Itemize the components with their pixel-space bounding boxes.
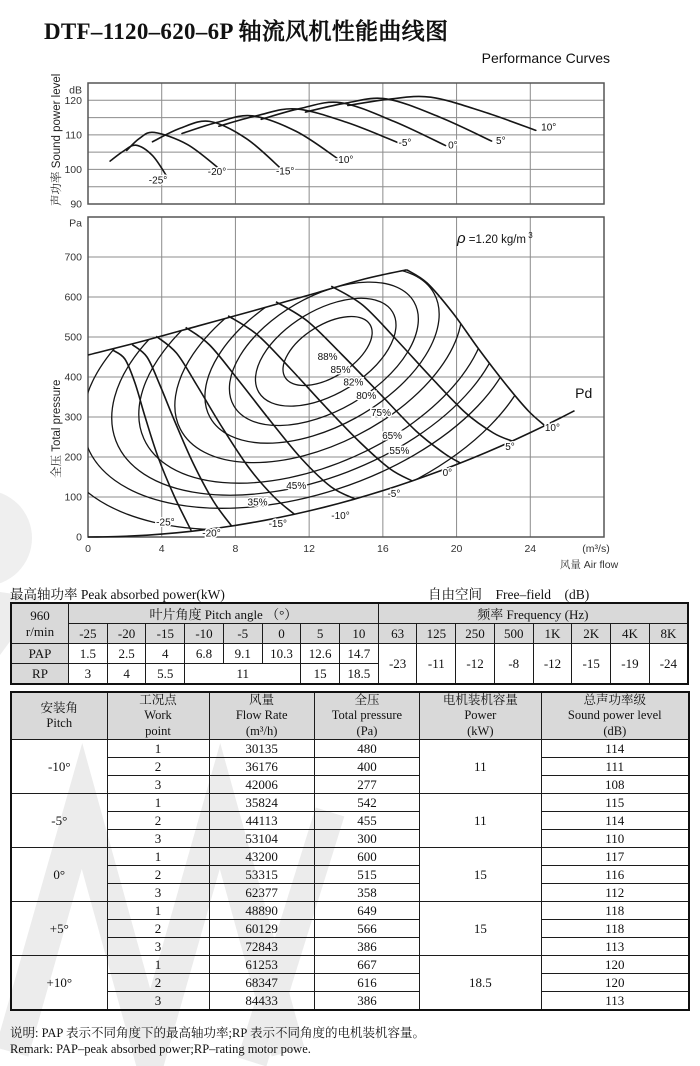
data-row [11,794,689,812]
noise-y-tick: 110 [65,129,82,142]
pitch-col-header: 5 [301,624,340,644]
sound-power-level-cell: 116 [541,866,689,884]
work-point-cell: 3 [107,776,209,794]
frequency-col-header: 4K [611,624,650,644]
frequency-col-header: 8K [649,624,688,644]
motor-power-cell: 15 [420,848,541,902]
efficiency-label: 55% [389,446,410,457]
flow-rate-cell: 53315 [209,866,314,884]
peak-power-frequency-table [10,602,689,685]
free-field-caption: 自由空间 Free–field (dB) [428,587,590,602]
data-row [11,866,689,884]
main-table-header: 总声功率级 Sound power level (dB) [541,692,689,740]
pressure-y-tick: 600 [64,291,82,304]
flow-rate-cell: 48890 [209,902,314,920]
total-pressure-cell: 649 [314,902,419,920]
data-row [11,830,689,848]
noise-curve-label: -15° [275,166,295,178]
free-field-correction-value: -19 [611,644,650,685]
sound-power-level-cell: 113 [541,938,689,956]
pressure-y-tick: 0 [76,531,82,544]
efficiency-label: 65% [382,431,403,443]
noise-y-tick: 100 [64,163,82,176]
noise-curve--25° [110,145,167,177]
flow-rate-cell: 30135 [209,740,314,758]
pitch-col-header: -20 [107,624,146,644]
air-density-note: ρ =1.20 kg/m $^3$ [457,230,533,247]
pitch-angle-cell: -5° [11,794,107,848]
pitch-angle-cell: -10° [11,740,107,794]
total-pressure-cell: 455 [314,812,419,830]
noise-curve-label: -20° [207,166,227,178]
work-point-cell: 3 [107,830,209,848]
flow-rate-cell: 68347 [209,974,314,992]
main-table-header: 全压 Total pressure (Pa) [314,692,419,740]
flow-x-axis-label: 风量 Air flow [559,559,619,571]
free-field-correction-value: -24 [649,644,688,685]
pitch-curve--20° [132,345,232,527]
flow-x-tick: 8 [232,543,239,555]
frequency-col-header: 1K [533,624,572,644]
watermark-blob [0,490,32,586]
pressure-flow-chart [40,211,640,573]
pitch-angle-label: 10° [544,423,560,435]
pitch-angle-label: -20° [202,528,221,540]
footnote-english: Remark: PAP–peak absorbed power;RP–rating motor powe. [10,1042,311,1056]
flow-rate-cell: 53104 [209,830,314,848]
sound-power-level-cell: 120 [541,956,689,974]
flow-x-tick: 0 [85,543,91,555]
pap-value: 1.5 [69,644,108,664]
sound-power-level-cell: 118 [541,902,689,920]
total-pressure-cell: 542 [314,794,419,812]
pitch-col-header: -25 [69,624,108,644]
sound-power-level-cell: 118 [541,920,689,938]
rp-value: 5.5 [146,664,185,685]
noise-curves [110,96,536,177]
total-pressure-cell: 386 [314,938,419,956]
pitch-angle-cell: +5° [11,902,107,956]
flow-rate-cell: 60129 [209,920,314,938]
free-field-correction-value: -15 [572,644,611,685]
frequency-header: 频率 Frequency (Hz) [378,603,688,624]
flow-rate-cell: 42006 [209,776,314,794]
pitch-angle-label: -10° [331,510,350,522]
pitch-col-header: 0 [262,624,301,644]
data-row [11,974,689,992]
efficiency-label: 45% [286,480,307,492]
efficiency-label: 88% [317,352,338,363]
pitch-angle-label: 0° [442,468,453,479]
sound-power-level-cell: 111 [541,758,689,776]
main-table-header-row [11,692,689,740]
pitch-angle-label: -5° [387,488,401,500]
sound-power-level-cell: 120 [541,974,689,992]
rp-value: 3 [69,664,108,685]
sound-power-chart [40,77,640,213]
pitch-angle-label: -25° [156,517,175,529]
noise-y-tick: 90 [70,198,82,211]
efficiency-label: 82% [343,377,364,389]
flow-rate-cell: 43200 [209,848,314,866]
total-pressure-cell: 616 [314,974,419,992]
data-row [11,902,689,920]
frequency-col-header: 250 [456,624,495,644]
free-field-correction-value: -23 [378,644,417,685]
efficiency-label: 35% [247,497,268,509]
sound-power-axis-label: 声功率 Sound power level [51,73,63,206]
pressure-y-tick: 400 [64,371,82,384]
work-point-cell: 3 [107,992,209,1011]
total-pressure-cell: 277 [314,776,419,794]
motor-power-cell: 11 [420,740,541,794]
work-point-cell: 2 [107,758,209,776]
peak-power-caption: 最高轴功率 Peak absorbed power(kW) [10,587,225,602]
efficiency-contours [40,211,571,573]
rp-label: RP [11,664,69,685]
flow-rate-cell: 61253 [209,956,314,974]
sound-power-level-cell: 108 [541,776,689,794]
free-field-correction-value: -12 [533,644,572,685]
data-row [11,740,689,758]
sound-power-level-cell: 115 [541,794,689,812]
pitch-angle-header: 叶片角度 Pitch angle （°） [69,603,379,624]
pitch-col-header: -15 [146,624,185,644]
noise-curve-label: 10° [541,122,557,134]
total-pressure-cell: 400 [314,758,419,776]
data-row [11,920,689,938]
flow-x-tick: 24 [524,543,537,555]
work-point-cell: 1 [107,956,209,974]
flow-rate-cell: 72843 [209,938,314,956]
pd-label: Pd [575,384,593,401]
pressure-y-unit: Pa [69,217,82,230]
power-table-subheader-row [11,624,688,644]
pap-value: 9.1 [223,644,262,664]
flow-rate-cell: 44113 [209,812,314,830]
motor-power-cell: 15 [420,902,541,956]
pap-value: 10.3 [262,644,301,664]
sound-power-level-cell: 114 [541,812,689,830]
pitch-angle-cell: +10° [11,956,107,1011]
pap-label: PAP [11,644,69,664]
efficiency-label: 85% [330,364,351,376]
pitch-curve-10° [407,270,545,426]
sound-power-level-cell: 114 [541,740,689,758]
flow-rate-cell: 84433 [209,992,314,1011]
work-point-cell: 1 [107,848,209,866]
data-row [11,884,689,902]
rpm-cell: 960 r/min [11,603,69,644]
total-pressure-cell: 300 [314,830,419,848]
pitch-angle-label: 5° [505,442,515,453]
data-row [11,938,689,956]
efficiency-contour-35% [40,211,571,573]
pitch-col-header: -5 [223,624,262,644]
efficiency-label: 80% [356,391,377,403]
work-point-cell: 2 [107,812,209,830]
pap-row [11,644,688,664]
pitch-angle-cell: 0° [11,848,107,902]
pressure-y-tick: 200 [64,451,82,464]
total-pressure-cell: 480 [314,740,419,758]
work-point-cell: 1 [107,740,209,758]
pap-value: 6.8 [185,644,224,664]
noise-y-tick: 120 [64,94,82,107]
performance-curves-label: Performance Curves [481,50,610,66]
flow-x-tick: 20 [450,543,463,555]
pressure-y-tick: 700 [64,251,82,264]
sound-power-level-cell: 110 [541,830,689,848]
pap-value: 4 [146,644,185,664]
data-row [11,758,689,776]
pressure-y-tick: 300 [64,411,82,424]
free-field-correction-value: -12 [456,644,495,685]
noise-curve-label: 0° [448,140,458,152]
flow-rate-cell: 62377 [209,884,314,902]
data-row [11,812,689,830]
data-row [11,848,689,866]
flow-x-unit: (m³/s) [582,543,610,555]
total-pressure-cell: 600 [314,848,419,866]
work-point-cell: 2 [107,974,209,992]
frequency-col-header: 63 [378,624,417,644]
motor-power-cell: 18.5 [420,956,541,1011]
noise-curve-label: -5° [398,137,412,149]
efficiency-contour-55% [76,211,539,545]
pitch-col-header: 10 [340,624,379,644]
pap-value: 2.5 [107,644,146,664]
total-pressure-cell: 358 [314,884,419,902]
pitch-curve-5° [331,286,512,441]
sound-power-level-cell: 113 [541,992,689,1011]
pressure-y-tick: 100 [64,491,82,504]
pitch-col-header: -10 [185,624,224,644]
rp-value: 15 [301,664,340,685]
total-pressure-cell: 566 [314,920,419,938]
noise-curve--20° [127,132,219,168]
free-field-correction-value: -8 [494,644,533,685]
noise-curve-label: -10° [334,154,354,166]
total-pressure-cell: 515 [314,866,419,884]
sound-power-level-cell: 112 [541,884,689,902]
noise-curve--15° [153,121,282,169]
free-field-correction-value: -11 [417,644,456,685]
main-table-header: 风量 Flow Rate (m³/h) [209,692,314,740]
performance-data-table [10,691,690,1011]
flow-x-tick: 12 [303,543,315,555]
rp-value: 4 [107,664,146,685]
page-title: DTF–1120–620–6P 轴流风机性能曲线图 [44,19,449,44]
rp-value: 18.5 [340,664,379,685]
work-point-cell: 3 [107,938,209,956]
main-table-header: 电机装机容量 Power (kW) [420,692,541,740]
work-point-cell: 1 [107,794,209,812]
work-point-cell: 2 [107,920,209,938]
data-row [11,992,689,1011]
footnote-chinese: 说明: PAP 表示不同角度下的最高轴功率;RP 表示不同角度的电机装机容量。 [10,1026,425,1040]
sound-power-level-cell: 117 [541,848,689,866]
total-pressure-axis-label: 全压 Total pressure [51,379,63,478]
efficiency-label: 75% [371,408,392,419]
flow-rate-cell: 36176 [209,758,314,776]
total-pressure-cell: 386 [314,992,419,1011]
frequency-col-header: 500 [494,624,533,644]
pitch-angle-label: -15° [268,518,288,530]
pap-value: 12.6 [301,644,340,664]
flow-x-tick: 16 [377,543,389,555]
pap-value: 14.7 [340,644,379,664]
power-table-header-row [11,603,688,624]
frequency-col-header: 125 [417,624,456,644]
main-table-header: 安装角 Pitch [11,692,107,740]
motor-power-cell: 11 [420,794,541,848]
frequency-col-header: 2K [572,624,611,644]
noise-y-unit: dB [69,84,82,97]
efficiency-contour-88% [271,302,383,399]
work-point-cell: 1 [107,902,209,920]
total-pressure-cell: 667 [314,956,419,974]
data-row [11,956,689,974]
flow-x-tick: 4 [158,543,165,555]
noise-curve-label: -25° [148,175,168,187]
work-point-cell: 2 [107,866,209,884]
main-table-header: 工况点 Work point [107,692,209,740]
work-point-cell: 3 [107,884,209,902]
rp-value: 11 [185,664,301,685]
pressure-y-tick: 500 [64,331,82,344]
data-row [11,776,689,794]
noise-curve-label: 5° [496,136,506,148]
flow-rate-cell: 35824 [209,794,314,812]
